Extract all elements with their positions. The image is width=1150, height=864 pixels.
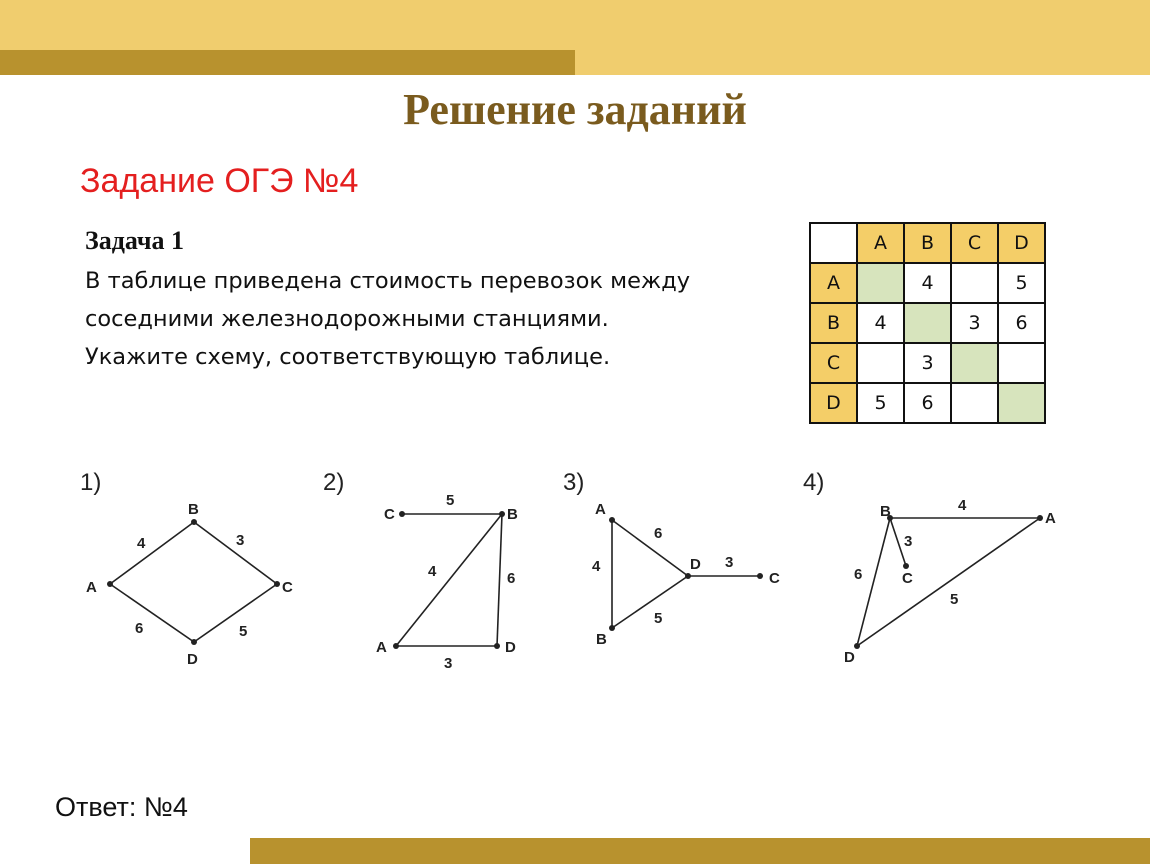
table-row-header: D: [810, 383, 857, 423]
table-cell: 3: [951, 303, 998, 343]
scheme-node-label: D: [844, 649, 855, 666]
scheme-node-label: C: [282, 579, 293, 596]
table-header-cell: A: [857, 223, 904, 263]
slide-title: Решение заданий: [403, 85, 747, 134]
scheme-label: 3): [563, 469, 585, 496]
scheme-edge-weight: 6: [507, 570, 516, 587]
scheme-node-label: B: [188, 501, 199, 518]
scheme-node-label: B: [880, 503, 891, 520]
scheme-edge-weight: 5: [446, 492, 455, 509]
scheme-node-label: C: [902, 570, 913, 587]
scheme-node-label: A: [376, 639, 387, 656]
slide-subtitle: Задание ОГЭ №4: [80, 162, 359, 200]
scheme-node-label: B: [507, 506, 518, 523]
scheme-node-label: D: [505, 639, 516, 656]
scheme-edge-weight: 3: [444, 655, 453, 672]
table-row-header: A: [810, 263, 857, 303]
scheme-node-label: A: [1045, 510, 1056, 527]
table-cell: 6: [904, 383, 951, 423]
scheme-edge-weight: 3: [904, 533, 913, 550]
table-header-cell: B: [904, 223, 951, 263]
scheme-edge-weight: 5: [239, 623, 248, 640]
scheme-node-label: C: [769, 570, 780, 587]
table-cell: 3: [904, 343, 951, 383]
scheme-edge-weight: 5: [950, 591, 959, 608]
table-header-cell: C: [951, 223, 998, 263]
scheme-node-label: B: [596, 631, 607, 648]
scheme-edge-weight: 3: [236, 532, 245, 549]
task-line: соседними железнодорожными станциями.: [85, 306, 609, 332]
scheme-node-label: A: [86, 579, 97, 596]
scheme-node-label: A: [595, 501, 606, 518]
scheme-edge-weight: 3: [725, 554, 734, 571]
table-cell: 5: [857, 383, 904, 423]
table-header-cell: D: [998, 223, 1045, 263]
table-cell: 6: [998, 303, 1045, 343]
table-row-header: C: [810, 343, 857, 383]
scheme-edge-weight: 4: [428, 563, 437, 580]
scheme-node-label: D: [690, 556, 701, 573]
answer-text: Ответ: №4: [55, 792, 188, 822]
table-cell: 4: [857, 303, 904, 343]
scheme-edge-weight: 5: [654, 610, 663, 627]
table-row-header: B: [810, 303, 857, 343]
task-line: Укажите схему, соответствующую таблице.: [85, 344, 611, 370]
scheme-edge-weight: 6: [654, 525, 663, 542]
scheme-edges: [110, 514, 1040, 646]
scheme-edge-weight: 4: [592, 558, 601, 575]
task-line: В таблице приведена стоимость перевозок между: [85, 268, 691, 294]
scheme-node-label: D: [187, 651, 198, 668]
task-heading: Задача 1: [85, 226, 184, 255]
scheme-node-label: C: [384, 506, 395, 523]
scheme-label: 1): [80, 469, 102, 496]
scheme-edge-weight: 6: [854, 566, 863, 583]
scheme-edge-weight: 4: [958, 497, 967, 514]
scheme-edge-weight: 4: [137, 535, 146, 552]
scheme-edge-weight: 6: [135, 620, 144, 637]
scheme-label: 2): [323, 469, 345, 496]
table-cell: 4: [904, 263, 951, 303]
table-cell: 5: [998, 263, 1045, 303]
scheme-label: 4): [803, 469, 825, 496]
